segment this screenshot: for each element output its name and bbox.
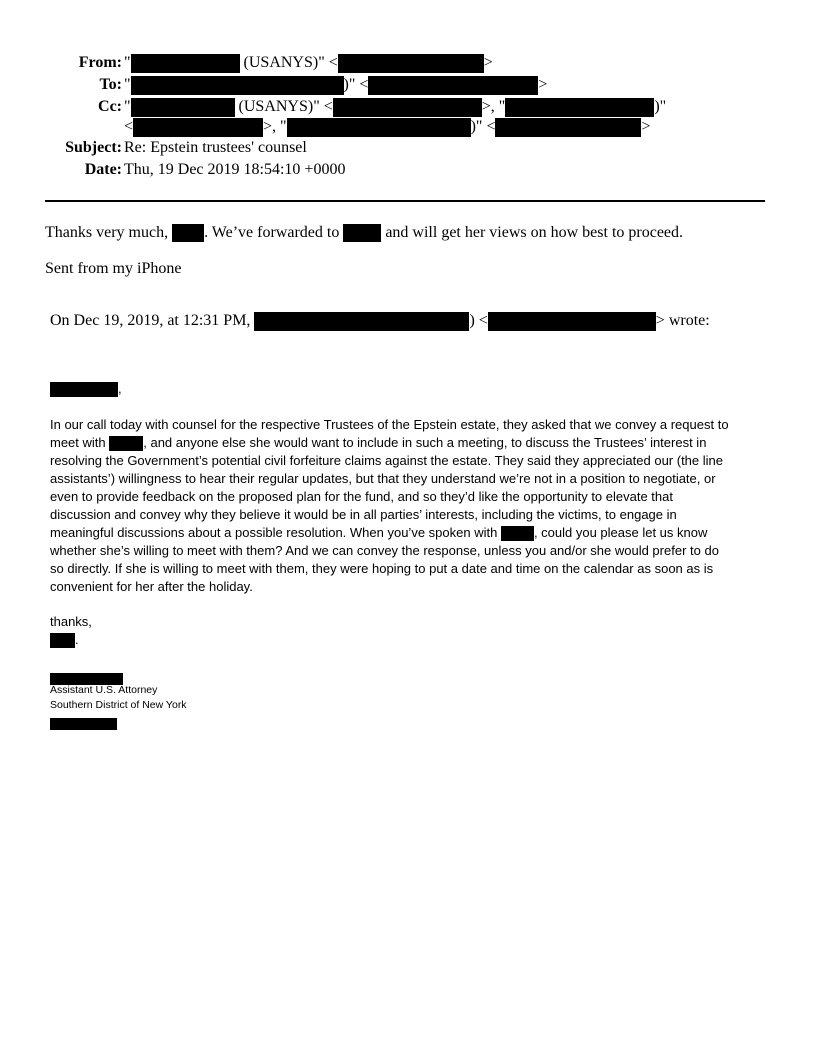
closing-name — [50, 632, 79, 648]
reply-paragraph — [45, 224, 683, 242]
redaction-block — [131, 76, 344, 95]
body-line: convenient for her after the holiday. — [50, 579, 253, 594]
to-quote: " — [124, 76, 131, 94]
redaction-block — [50, 633, 75, 648]
cc-sep: >, " — [481, 98, 506, 116]
reply-text: and will get her views on how best to proceed. — [381, 224, 684, 241]
header-divider — [45, 200, 765, 202]
reply-signature: Sent from my iPhone — [45, 260, 182, 277]
body-text: , could you please let us know — [533, 525, 708, 540]
body-line: assistants’) willingness to hear their regular updates, but that they understand we’re not in a position to negotiate, or — [50, 471, 716, 486]
closing: thanks, — [50, 614, 92, 629]
from-label: From: — [78, 54, 122, 71]
redaction-block — [505, 98, 654, 117]
redaction-block — [131, 98, 235, 117]
redaction-block — [338, 54, 484, 73]
quoted-salutation — [50, 381, 122, 397]
to-mid: )" < — [343, 76, 369, 94]
cc-value — [124, 98, 666, 117]
redaction-block — [254, 312, 469, 331]
cc-label: Cc: — [98, 98, 122, 115]
subject-value: Re: Epstein trustees' counsel — [124, 139, 307, 156]
sig-title: Assistant U.S. Attorney — [50, 684, 158, 696]
to-value — [124, 76, 547, 95]
redaction-block — [495, 118, 641, 137]
from-org: (USANYS)" < — [239, 54, 338, 72]
redaction-block — [172, 224, 204, 242]
intro-text: > wrote: — [655, 312, 710, 330]
body-line: In our call today with counsel for the respective Trustees of the Epstein estate, they asked that we convey a request to — [50, 417, 729, 432]
body-line: discussion and convey why they believe it would be in all parties’ interests, including the victims, to engage in — [50, 507, 677, 522]
intro-text: ) < — [469, 312, 488, 330]
cc-org: (USANYS)" < — [234, 98, 333, 116]
redaction-block — [501, 526, 534, 541]
body-line — [50, 434, 770, 452]
to-label: To: — [99, 76, 122, 93]
quoted-intro — [50, 312, 710, 331]
redaction-block — [488, 312, 656, 331]
body-line: resolving the Government’s potential civil forfeiture claims against the estate. They said they appreciated our (the line — [50, 453, 723, 468]
redaction-block — [133, 118, 263, 137]
reply-text: . We’ve forwarded to — [204, 224, 344, 241]
intro-text: On Dec 19, 2019, at 12:31 PM, — [50, 312, 255, 330]
redaction-block — [333, 98, 482, 117]
reply-text: Thanks very much, — [45, 224, 173, 241]
redaction-block — [50, 382, 118, 397]
body-text: , and anyone else she would want to include in such a meeting, to discuss the Trustees’ interest in — [143, 435, 707, 450]
quoted-body — [50, 416, 770, 596]
from-quote: " — [124, 54, 131, 72]
body-text: meet with — [50, 435, 110, 450]
cc2-mid: )" < — [470, 118, 496, 136]
cc-quote: " — [124, 98, 131, 116]
body-text: meaningful discussions about a possible resolution. When you’ve spoken with — [50, 525, 501, 540]
from-end: > — [483, 54, 493, 72]
date-value: Thu, 19 Dec 2019 18:54:10 +0000 — [124, 161, 346, 178]
body-line: even to provide feedback on the proposed plan for the fund, and so they’d like the opportunity to elevate that — [50, 489, 673, 504]
redaction-block — [50, 718, 117, 730]
subject-label: Subject: — [65, 139, 122, 156]
body-line — [50, 524, 770, 542]
redaction-block — [343, 224, 381, 242]
cc2-sep: >, " — [263, 118, 287, 136]
to-end: > — [538, 76, 548, 94]
sig-office: Southern District of New York — [50, 699, 187, 711]
redaction-block — [131, 54, 240, 73]
cc-value-line-2 — [124, 118, 651, 137]
cc-end: )" — [654, 98, 667, 116]
cc2-open: < — [124, 118, 134, 136]
redaction-block — [109, 436, 143, 451]
sig-contact — [50, 715, 117, 733]
body-line: so directly. If she is willing to meet with them, they were hoping to put a date and time on the calendar as soon as is — [50, 561, 714, 576]
body-line: whether she’s willing to meet with them? And we can convey the response, unless you and/or she would prefer to do — [50, 543, 719, 558]
date-label: Date: — [84, 161, 122, 178]
from-value — [124, 54, 493, 73]
redaction-block — [368, 76, 538, 95]
salutation-comma: , — [118, 381, 122, 396]
redaction-block — [287, 118, 471, 137]
closing-period: . — [75, 632, 79, 647]
cc2-end: > — [641, 118, 651, 136]
